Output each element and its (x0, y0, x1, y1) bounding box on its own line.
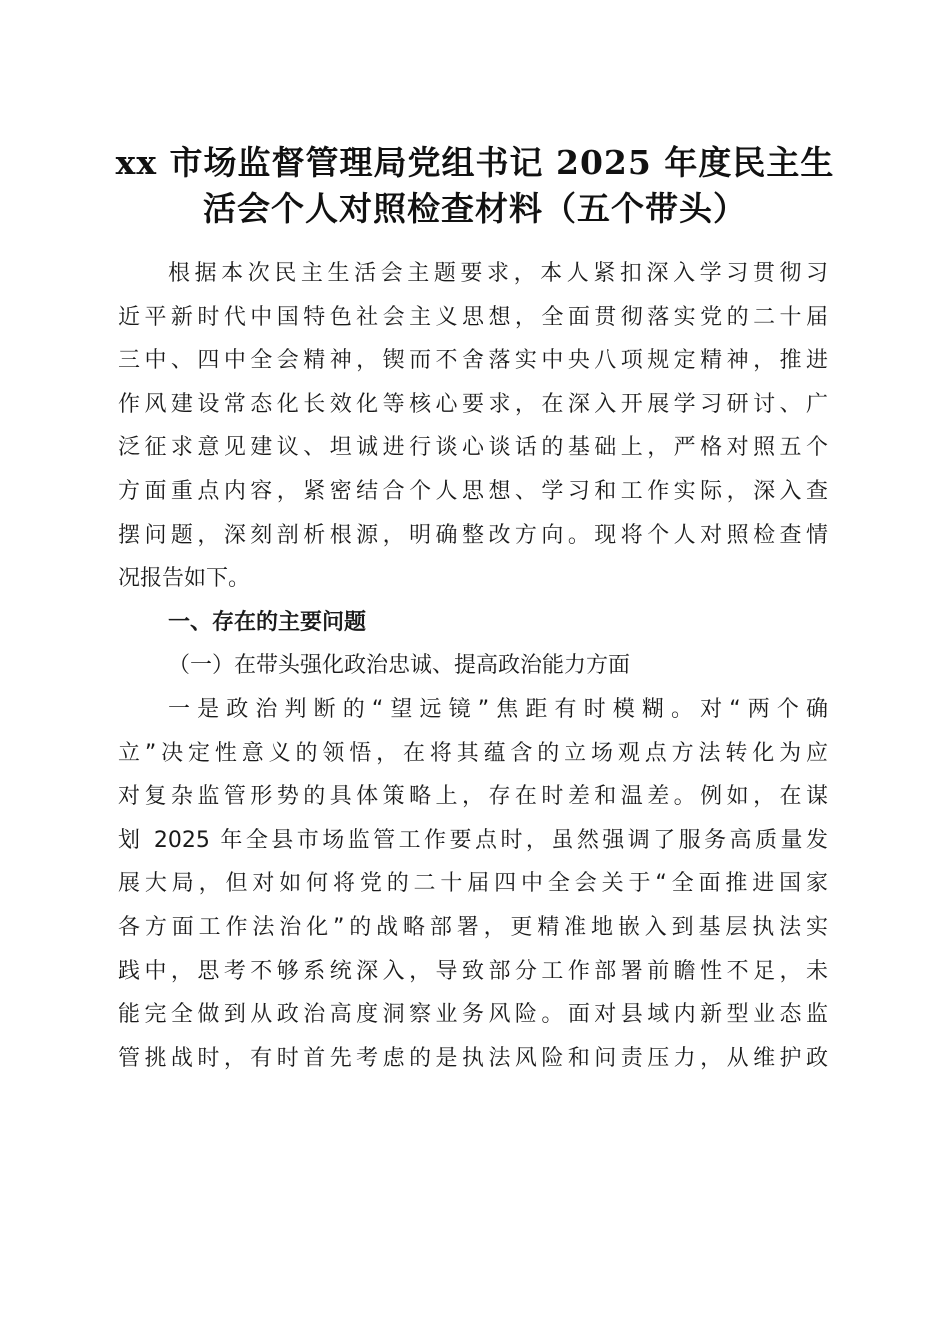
intro-line: 作风建设常态化长效化等核心要求，在深入开展学习研讨、广 (118, 391, 828, 417)
intro-line: 近平新时代中国特色社会主义思想，全面贯彻落实党的二十届 (118, 304, 828, 330)
intro-line: 根据本次民主生活会主题要求，本人紧扣深入学习贯彻习 (168, 261, 828, 286)
document-body (118, 252, 828, 1080)
intro-line: 泛征求意见建议、坦诚进行谈心谈话的基础上，严格对照五个 (118, 435, 828, 461)
intro-line: 况报告如下。 (118, 566, 251, 592)
point-line: 展大局，但对如何将党的二十届四中全会关于“全面推进国家 (118, 871, 828, 897)
point-line: 践中，思考不够系统深入，导致部分工作部署前瞻性不足，未 (118, 958, 828, 984)
title-line-1: xx 市场监督管理局党组书记 2025 年度民主生 (115, 143, 835, 182)
point-line: 各方面工作法治化”的战略部署，更精准地嵌入到基层执法实 (118, 914, 828, 940)
intro-line: 三中、四中全会精神，锲而不舍落实中央八项规定精神，推进 (118, 348, 828, 374)
point-line: 管挑战时，有时首先考虑的是执法风险和问责压力，从维护政 (118, 1045, 828, 1071)
point-line: 划 2025 年全县市场监管工作要点时，虽然强调了服务高质量发 (118, 827, 828, 853)
document-title (90, 140, 860, 232)
title-line-2: 活会个人对照检查材料（五个带头） (203, 189, 747, 228)
intro-line: 摆问题，深刻剖析根源，明确整改方向。现将个人对照检查情 (118, 522, 828, 548)
point-line: 对复杂监管形势的具体策略上，存在时差和温差。例如，在谋 (118, 784, 828, 810)
point-line: 立”决定性意义的领悟，在将其蕴含的立场观点方法转化为应 (118, 740, 828, 766)
section-heading: 一、存在的主要问题 (168, 609, 367, 635)
intro-line: 方面重点内容，紧密结合个人思想、学习和工作实际，深入查 (118, 478, 828, 504)
point-line: 一是政治判断的“望远镜”焦距有时模糊。对“两个确 (168, 696, 828, 722)
point-line: 能完全做到从政治高度洞察业务风险。面对县域内新型业态监 (118, 1002, 828, 1028)
subsection-heading: （一）在带头强化政治忠诚、提高政治能力方面 (168, 653, 631, 679)
